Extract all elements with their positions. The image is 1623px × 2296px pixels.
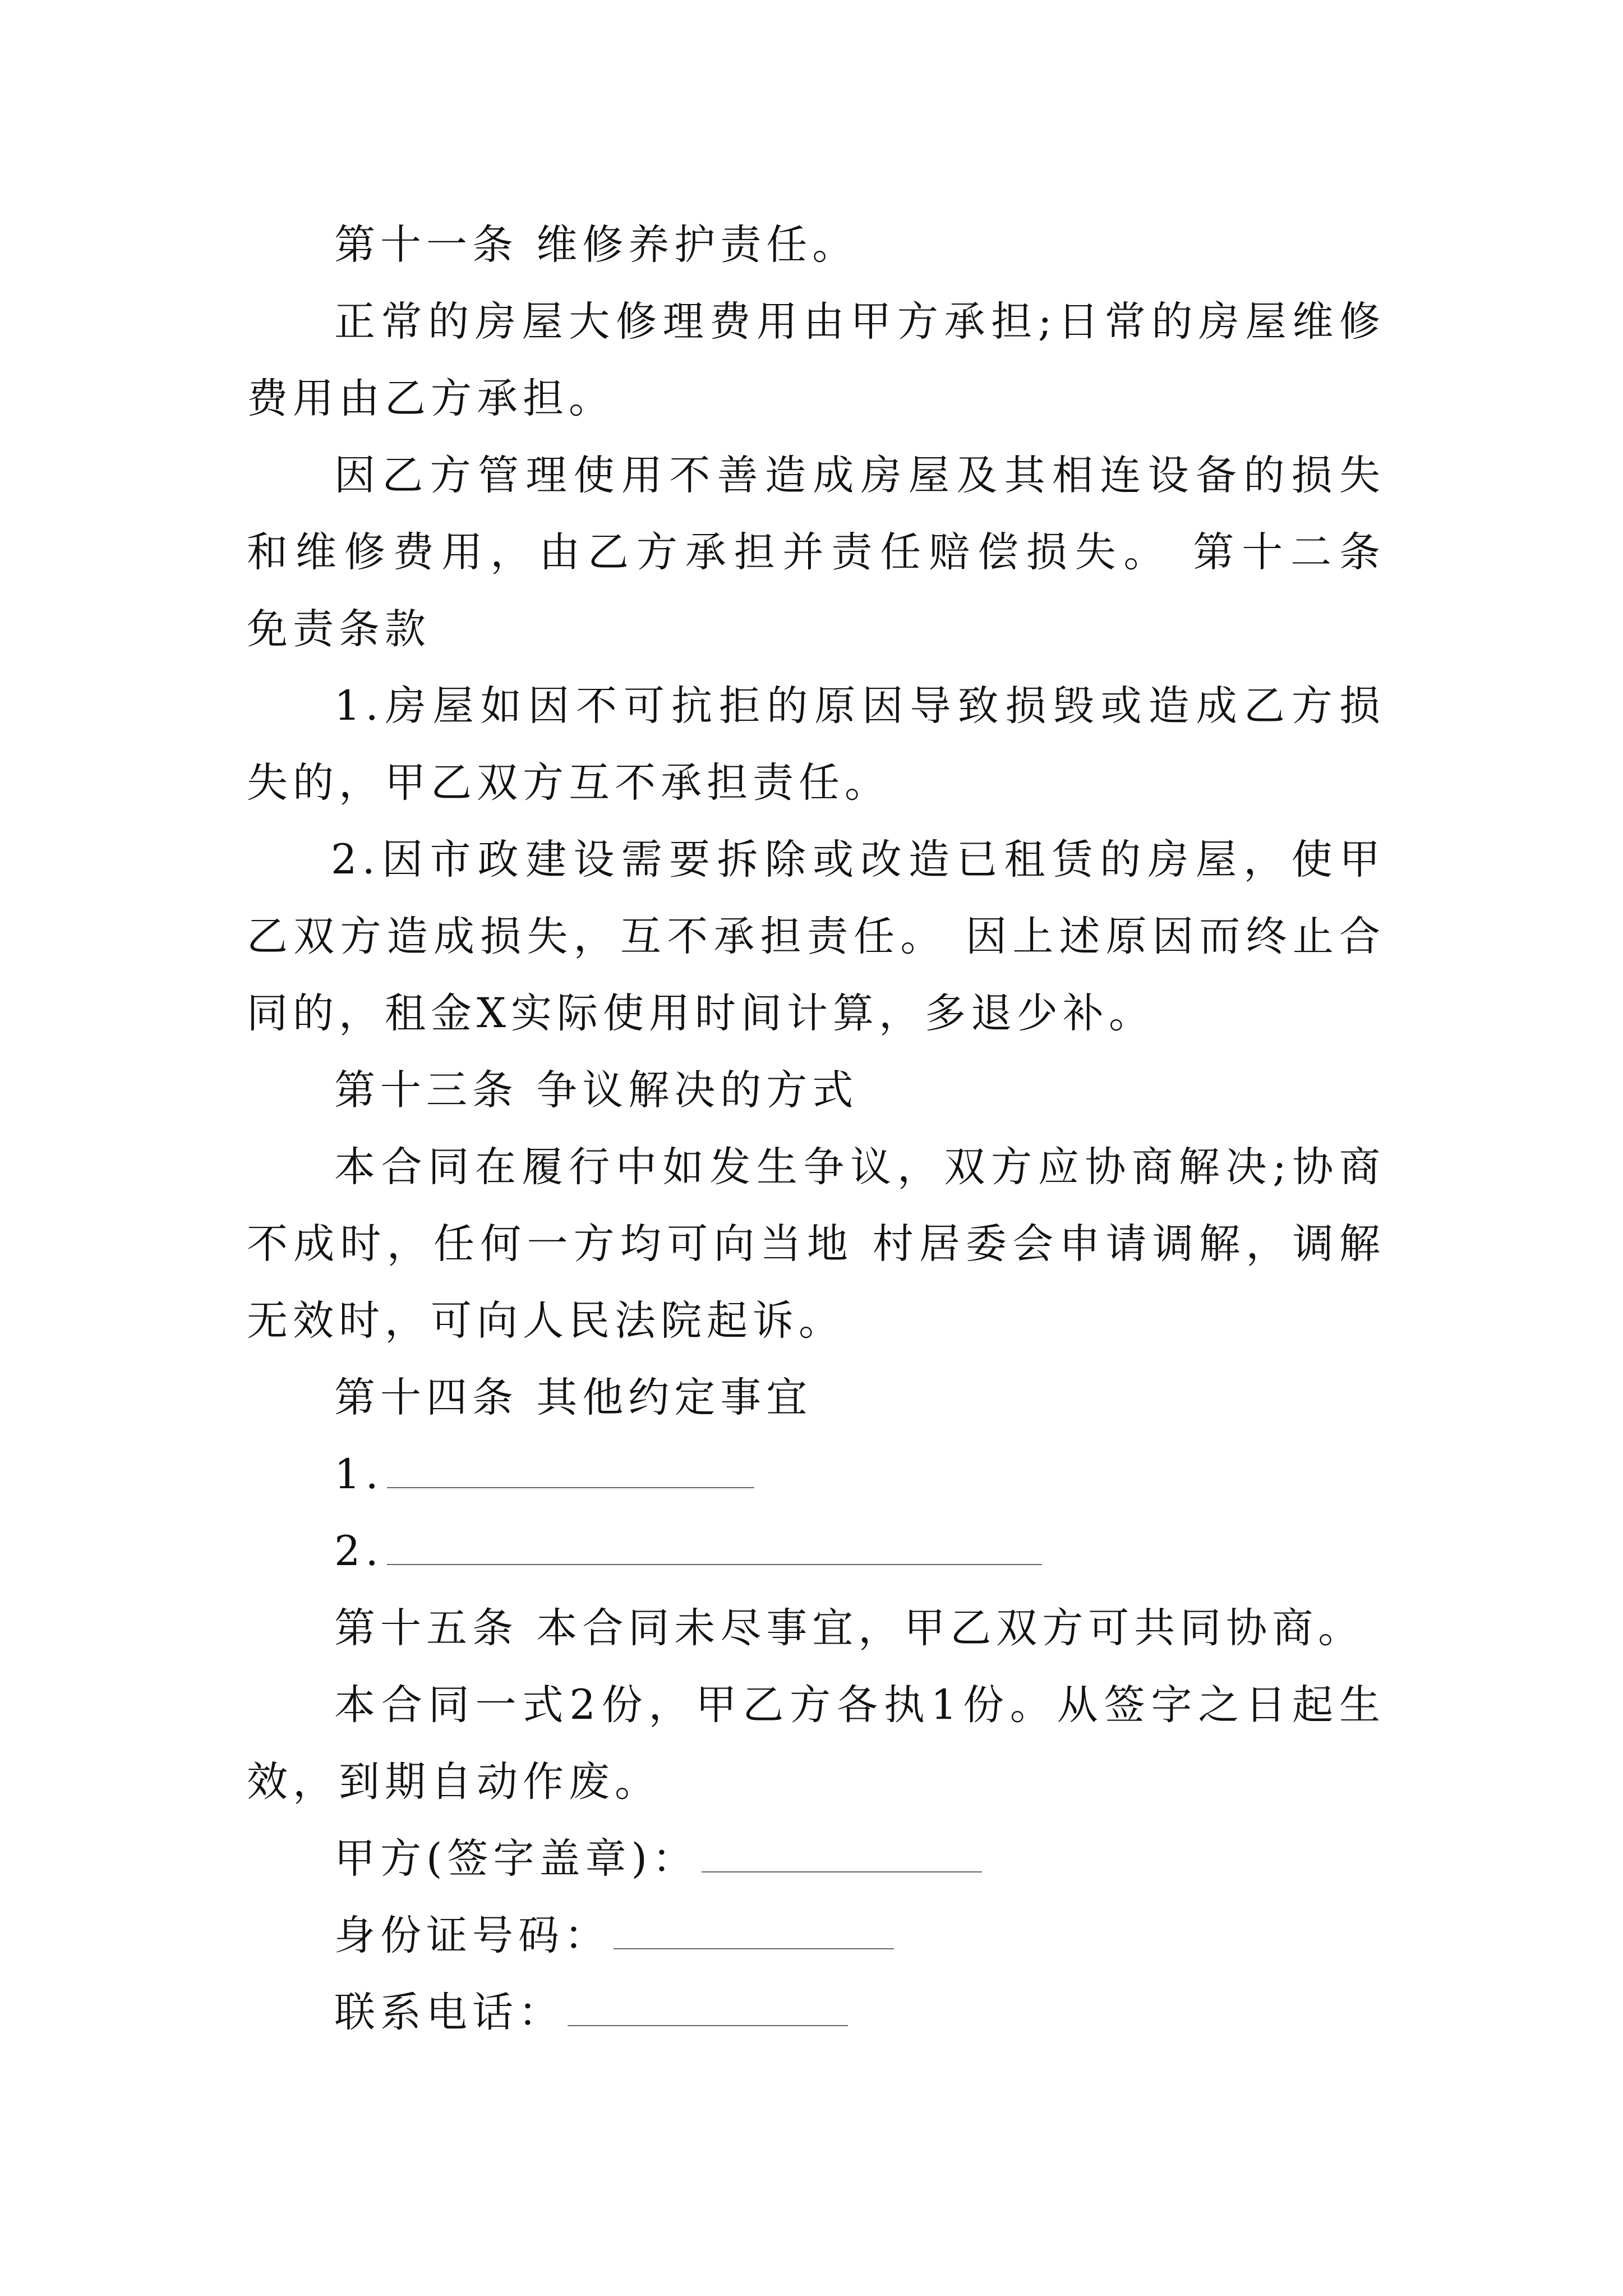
article-12-item-2: 2.因市政建设需要拆除或改造已租赁的房屋，使甲乙双方造成损失，互不承担责任。 因上述原因而终止合同的，租金X实际使用时间计算，多退少补。 — [247, 836, 1385, 1037]
signature-party-a — [247, 1820, 1385, 1897]
other-item-1 — [247, 1436, 1385, 1513]
other-item-1-label: 1. — [334, 1451, 384, 1498]
other-item-1-blank — [387, 1468, 754, 1488]
article-15: 第十五条 本合同未尽事宜，甲乙双方可共同协商。 — [334, 1604, 1364, 1652]
article-11-paragraph-2: 因乙方管理使用不善造成房屋及其相连设备的损失和维修费用，由乙方承担并责任赔偿损失。 第十二条 免责条款 — [247, 452, 1385, 653]
signature-party-a-label: 甲方(签字盖章)： — [334, 1835, 698, 1883]
id-number-blank — [614, 1929, 894, 1949]
copies-clause: 本合同一式2份，甲乙方各执1份。从签字之日起生效，到期自动作废。 — [247, 1681, 1385, 1806]
other-item-2-label: 2. — [334, 1527, 384, 1575]
contract-body — [247, 206, 1385, 2051]
id-number-label: 身份证号码： — [334, 1912, 610, 1959]
article-14-title: 第十四条 其他约定事宜 — [334, 1374, 813, 1421]
other-item-2-blank — [387, 1545, 1042, 1565]
phone-label: 联系电话： — [334, 1989, 564, 2036]
article-13-paragraph: 本合同在履行中如发生争议，双方应协商解决;协商不成时，任何一方均可向当地 村居委会申请调解，调解无效时，可向人民法院起诉。 — [247, 1143, 1385, 1345]
article-11-title: 第十一条 维修养护责任。 — [334, 221, 859, 269]
id-number-field — [247, 1897, 1385, 1974]
article-11-paragraph-1: 正常的房屋大修理费用由甲方承担;日常的房屋维修费用由乙方承担。 — [247, 298, 1385, 422]
signature-party-a-blank — [702, 1852, 982, 1872]
phone-blank — [568, 2006, 848, 2026]
article-13-title: 第十三条 争议解决的方式 — [334, 1066, 859, 1114]
phone-field — [247, 1974, 1385, 2051]
other-item-2 — [247, 1513, 1385, 1590]
article-12-item-1: 1.房屋如因不可抗拒的原因导致损毁或造成乙方损失的，甲乙双方互不承担责任。 — [247, 682, 1385, 807]
